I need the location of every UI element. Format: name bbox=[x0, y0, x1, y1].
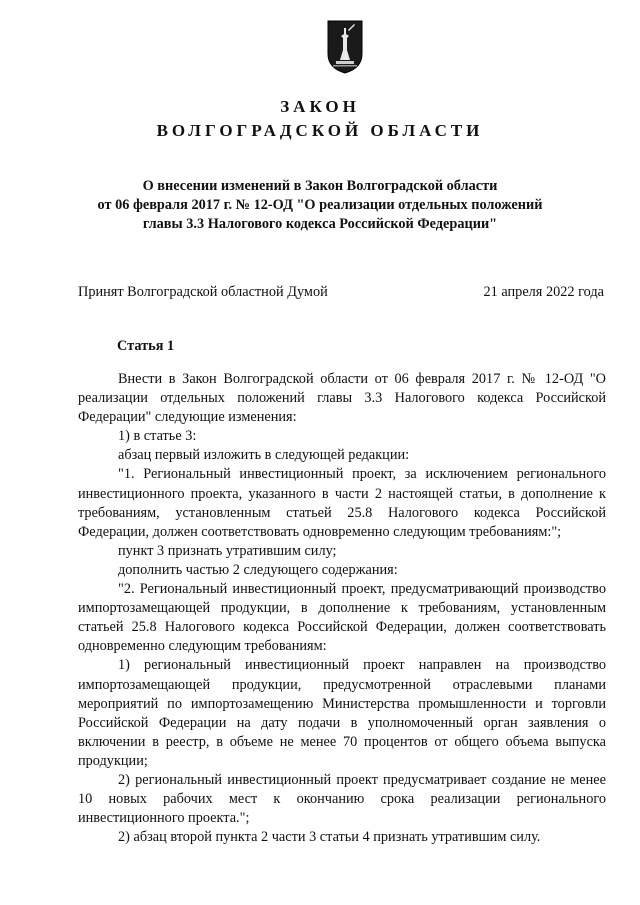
subject-line: от 06 февраля 2017 г. № 12-ОД "О реализации отдельных положений bbox=[97, 197, 543, 213]
paragraph: 2) абзац второй пункта 2 части 3 статьи 4 признать утратившим силу. bbox=[118, 829, 541, 846]
document-type-title: ЗАКОН bbox=[280, 97, 360, 116]
adopted-by: Принят Волгоградской областной Думой bbox=[78, 284, 328, 300]
paragraph: "2. Региональный инвестиционный проект, предусматривающий производство импортозамещающей продукции, в дополнение к требованиям, установленным статьей 25.8 Налогового кодекса Российской Федерации, должен соответствовать одновременно следующим требованиям: bbox=[78, 581, 606, 655]
subject-line: О внесении изменений в Закон Волгоградской области bbox=[142, 178, 498, 194]
article-body bbox=[78, 370, 606, 847]
adoption-date: 21 апреля 2022 года bbox=[483, 284, 604, 300]
paragraph: Внести в Закон Волгоградской области от 06 февраля 2017 г. № 12-ОД "О реализации отдельных положений главы 3.3 Налогового кодекса Российской Федерации" следующие изменения: bbox=[78, 371, 606, 426]
article-heading: Статья 1 bbox=[117, 338, 175, 354]
paragraph: 1) в статье 3: bbox=[118, 428, 197, 445]
paragraph: абзац первый изложить в следующей редакции: bbox=[118, 447, 410, 464]
subject-line: главы 3.3 Налогового кодекса Российской Федерации" bbox=[142, 216, 498, 232]
region-title: ВОЛГОГРАДСКОЙ ОБЛАСТИ bbox=[156, 121, 484, 140]
paragraph: "1. Региональный инвестиционный проект, за исключением регионального инвестиционного проекта, указанного в части 2 настоящей статьи, в дополнение к требованиям, установленным статьей 25.8 Налогового кодекса Российской Федерации, должен соответствовать одновременно следующим требованиям:"; bbox=[78, 466, 606, 540]
coat-of-arms-icon bbox=[327, 20, 363, 74]
paragraph: 1) региональный инвестиционный проект направлен на производство импортозамещающей продукции, предусмотренной отраслевыми планами мероприятий по импортозамещению Министерства промышленности и торговли Российской Федерации на дату подачи в уполномоченный орган заявления о включении в реестр, в объеме не менее 70 процентов от общего объема выпуска продукции; bbox=[78, 657, 606, 769]
paragraph: дополнить частью 2 следующего содержания: bbox=[118, 561, 398, 578]
paragraph: пункт 3 признать утратившим силу; bbox=[118, 542, 337, 559]
paragraph: 2) региональный инвестиционный проект предусматривает создание не менее 10 новых рабочих мест к окончанию срока реализации регионального инвестиционного проекта."; bbox=[78, 771, 606, 827]
law-subject bbox=[60, 177, 580, 234]
